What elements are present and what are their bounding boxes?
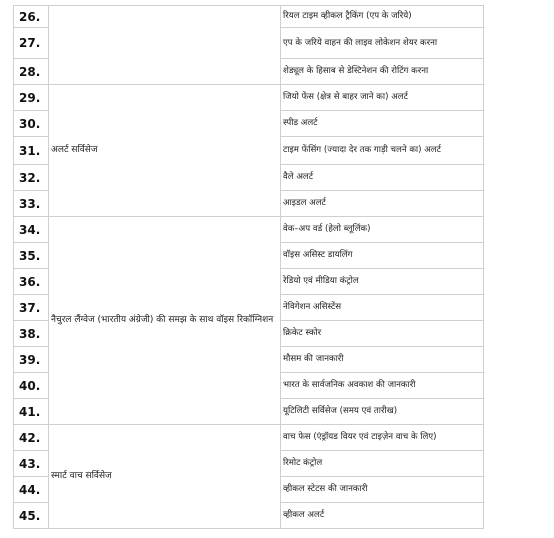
feature-cell: रिमोट कंट्रोल <box>281 451 484 477</box>
row-number: 36. <box>14 269 49 295</box>
table-row <box>14 6 484 28</box>
feature-cell: मौसम की जानकारी <box>281 347 484 373</box>
row-number: 33. <box>14 191 49 217</box>
category-cell: स्मार्ट वाच सर्विसेज <box>49 425 281 529</box>
row-number: 41. <box>14 399 49 425</box>
row-number: 27. <box>14 28 49 59</box>
feature-cell: टाइम फेंसिंग (ज्यादा देर तक गाड़ी चलने का) अलर्ट <box>281 137 484 165</box>
feature-cell: व्हीकल अलर्ट <box>281 503 484 529</box>
row-number: 43. <box>14 451 49 477</box>
table-row <box>14 217 484 243</box>
feature-cell: स्पीड अलर्ट <box>281 111 484 137</box>
feature-cell: रेडियो एवं मीडिया कंट्रोल <box>281 269 484 295</box>
row-number: 34. <box>14 217 49 243</box>
row-number: 38. <box>14 321 49 347</box>
feature-cell: यूटिलिटी सर्विसेज (समय एवं तारीख) <box>281 399 484 425</box>
feature-cell: वॉइस असिस्ट डायलिंग <box>281 243 484 269</box>
row-number: 31. <box>14 137 49 165</box>
category-cell: अलर्ट सर्विसेज <box>49 85 281 217</box>
row-number: 37. <box>14 295 49 321</box>
table-row <box>14 85 484 111</box>
row-number: 26. <box>14 6 49 28</box>
row-number: 42. <box>14 425 49 451</box>
features-table <box>13 5 484 529</box>
row-number: 44. <box>14 477 49 503</box>
feature-cell: वैले अलर्ट <box>281 165 484 191</box>
feature-cell: क्रिकेट स्कोर <box>281 321 484 347</box>
feature-cell: वेक–अप वर्ड (हेलो ब्लूलिंक) <box>281 217 484 243</box>
category-cell: नैचुरल लैंग्वेज (भारतीय अंग्रेजी) की समझ के साथ वॉइस रिकॉग्निशन <box>49 217 281 425</box>
feature-cell: एप के जरिये वाहन की लाइव लोकेशन शेयर करना <box>281 28 484 59</box>
row-number: 39. <box>14 347 49 373</box>
feature-cell: शेड्यूल के हिसाब से डेस्टिनेशन की रोटिंग करना <box>281 59 484 85</box>
row-number: 40. <box>14 373 49 399</box>
row-number: 30. <box>14 111 49 137</box>
row-number: 29. <box>14 85 49 111</box>
feature-cell: व्हीकल स्टेटस की जानकारी <box>281 477 484 503</box>
feature-cell: वाच फेस (एंड्रॉयड वियर एवं टाइज़ेन वाच के लिए) <box>281 425 484 451</box>
feature-cell: नेविगेशन असिस्टेंस <box>281 295 484 321</box>
row-number: 35. <box>14 243 49 269</box>
row-number: 28. <box>14 59 49 85</box>
row-number: 32. <box>14 165 49 191</box>
features-table-body <box>14 6 484 529</box>
category-cell <box>49 6 281 85</box>
row-number: 45. <box>14 503 49 529</box>
table-row <box>14 425 484 451</box>
feature-cell: आइडल अलर्ट <box>281 191 484 217</box>
feature-cell: जियो फेंस (क्षेत्र से बाहर जाने का) अलर्ट <box>281 85 484 111</box>
feature-cell: रियल टाइम व्हीकल ट्रैकिंग (एप के जरिये) <box>281 6 484 28</box>
feature-cell: भारत के सार्वजनिक अवकाश की जानकारी <box>281 373 484 399</box>
